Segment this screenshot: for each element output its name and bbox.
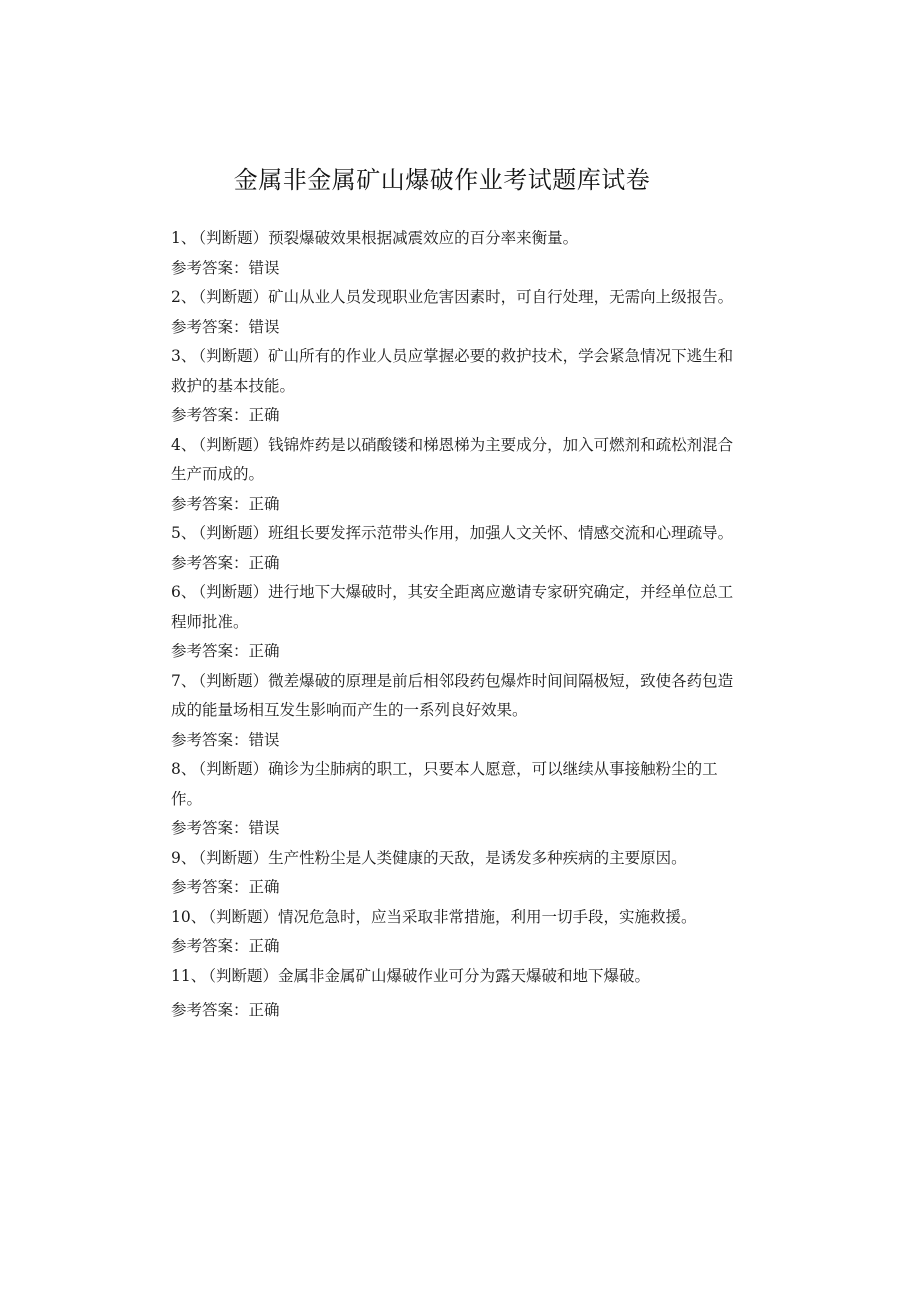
answer-label: 参考答案： [171,258,249,277]
answer-value: 错误 [248,730,280,749]
answer-value: 错误 [248,317,280,336]
answer-label: 参考答案： [171,642,249,660]
question-type: （判断题） [198,347,269,365]
question-list [171,224,746,1026]
question-text [171,578,746,637]
answer-value: 正确 [248,553,280,572]
answer-label: 参考答案： [171,553,249,572]
answer-label: 参考答案： [171,1001,249,1019]
question-body: 矿山所有的作业人员应掌握必要的救护技术，学会紧急情况下逃生和救护的基本技能。 [171,347,734,395]
question-type: （判断题） [198,671,269,690]
question-text [171,844,746,874]
answer-line [171,549,746,579]
question-type: （判断题） [198,435,269,454]
answer-label: 参考答案： [171,937,249,955]
question-body: 矿山从业人员发现职业危害因素时，可自行处理，无需向上级报告。 [268,288,734,306]
question-number: 9、 [171,848,197,867]
question-item [171,224,746,283]
answer-label: 参考答案： [171,494,249,513]
question-type: （判断题） [198,760,269,778]
question-item [171,283,746,342]
answer-value: 正确 [248,1001,280,1019]
question-body: 进行地下大爆破时，其安全距离应邀请专家研究确定，并经单位总工程师批准。 [171,583,734,631]
answer-line [171,726,746,756]
answer-label: 参考答案： [171,730,249,749]
question-number: 7、 [171,671,197,690]
question-item [171,844,746,903]
question-text [171,431,746,490]
question-type: （判断题） [198,288,269,306]
question-number: 1、 [171,229,197,247]
question-number: 6、 [171,583,197,601]
question-type: （判断题） [198,848,269,867]
answer-label: 参考答案： [171,819,249,837]
question-number: 8、 [171,760,197,778]
question-item [171,903,746,962]
answer-label: 参考答案： [171,878,249,896]
answer-value: 正确 [248,878,280,896]
question-body: 预裂爆破效果根据减震效应的百分率来衡量。 [268,229,579,247]
answer-line [171,637,746,667]
question-text [171,755,746,814]
answer-line [171,932,746,962]
answer-value: 错误 [248,258,280,277]
question-text [171,667,746,726]
question-number: 2、 [171,288,197,306]
question-number: 4、 [171,435,197,454]
question-body: 生产性粉尘是人类健康的天敌，是诱发多种疾病的主要原因。 [268,848,687,867]
question-body: 金属非金属矿山爆破作业可分为露天爆破和地下爆破。 [278,966,651,985]
answer-line [171,996,746,1026]
question-type: （判断题） [198,583,269,601]
question-text [171,224,746,254]
answer-value: 正确 [248,642,280,660]
answer-line [171,490,746,520]
answer-label: 参考答案： [171,317,249,336]
question-number: 5、 [171,524,197,542]
answer-line [171,401,746,431]
answer-value: 错误 [248,819,280,837]
question-type: （判断题） [198,524,269,542]
question-body: 确诊为尘肺病的职工，只要本人愿意，可以继续从事接触粉尘的工作。 [171,760,718,808]
page-title: 金属非金属矿山爆破作业考试题库试卷 [233,166,651,194]
question-number: 10、 [171,907,207,926]
question-number: 3、 [171,347,197,365]
question-type: （判断题） [198,229,269,247]
question-item [171,755,746,844]
question-text [171,519,746,549]
answer-line [171,313,746,343]
question-item [171,578,746,667]
question-body: 微差爆破的原理是前后相邻段药包爆炸时间间隔极短，致使各药包造成的能量场相互发生影响而产生的一系列良好效果。 [171,671,734,719]
question-text [171,903,746,933]
answer-label: 参考答案： [171,406,249,424]
answer-line [171,873,746,903]
question-item [171,519,746,578]
question-item [171,342,746,431]
answer-line [171,254,746,284]
answer-value: 正确 [248,406,280,424]
question-text [171,283,746,313]
question-body: 班组长要发挥示范带头作用，加强人文关怀、情感交流和心理疏导。 [268,524,734,542]
answer-line [171,814,746,844]
question-text [171,342,746,401]
question-item [171,962,746,1026]
question-type: （判断题） [208,907,278,926]
answer-value: 正确 [248,494,280,513]
question-item [171,667,746,756]
question-item [171,431,746,520]
question-type: （判断题） [208,966,278,985]
question-body: 钱锦炸药是以硝酸镂和梯恩梯为主要成分，加入可燃剂和疏松剂混合生产而成的。 [171,435,734,483]
question-text [171,962,746,992]
answer-value: 正确 [248,937,280,955]
question-body: 情况危急时，应当采取非常措施，利用一切手段，实施救援。 [278,907,697,926]
question-number: 11、 [171,966,207,985]
